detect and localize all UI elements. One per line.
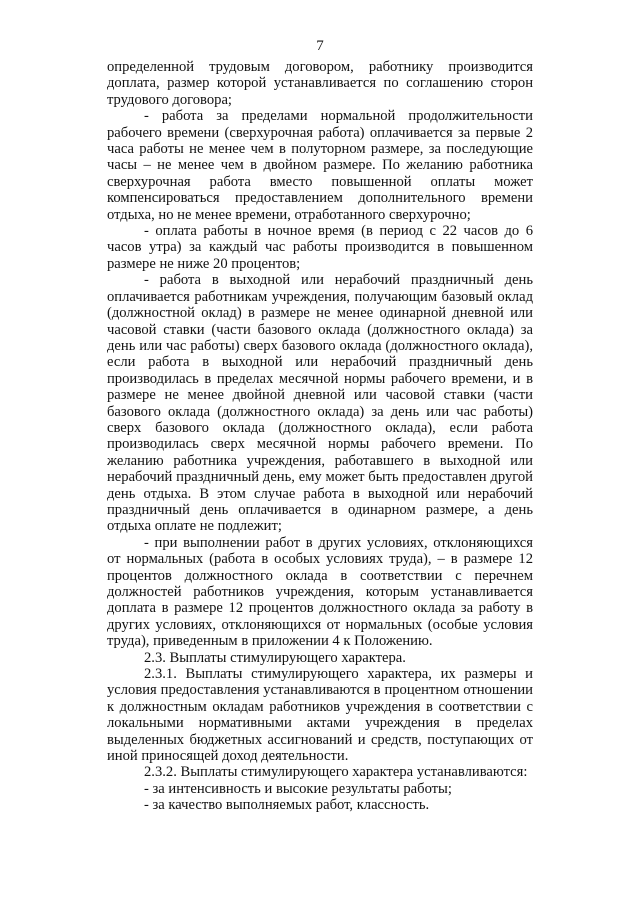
paragraph: определенной трудовым договором, работнику производится доплата, размер которой устанавливается по соглашению сторон трудового договора; bbox=[107, 59, 533, 108]
paragraph: 2.3.2. Выплаты стимулирующего характера устанавливаются: bbox=[144, 764, 528, 781]
page-number: 7 bbox=[316, 38, 324, 54]
list-item: - за интенсивность и высокие результаты работы; bbox=[144, 780, 452, 797]
list-item: - за качество выполняемых работ, классность. bbox=[144, 797, 430, 814]
paragraph: 2.3.1. Выплаты стимулирующего характера, их размеры и условия предоставления устанавливаются в процентном отношении к должностным окладам работников учреждения в соответствии с локальными нормативными актами учреждения в пределах выделенных бюджетных ассигнований и средств, поступающих от иной приносящей доход деятельности. bbox=[107, 666, 533, 765]
section-heading: 2.3. Выплаты стимулирующего характера. bbox=[144, 649, 406, 666]
paragraph: - при выполнении работ в других условиях, отклоняющихся от нормальных (работа в особых условиях труда), – в размере 12 процентов должностного оклада в соответствии с перечнем должностей работников учреждения, которым устанавливается доплата в размере 12 процентов должностного оклада за работу в других условиях, отклоняющихся от нормальных (особые условия труда), приведенным в приложении 4 к Положению. bbox=[107, 534, 533, 650]
paragraph: - оплата работы в ночное время (в период с 22 часов до 6 часов утра) за каждый час работы производится в повышенном размере не ниже 20 процентов; bbox=[107, 223, 533, 272]
paragraph: - работа в выходной или нерабочий праздничный день оплачивается работникам учреждения, получающим базовый оклад (должностной оклад) в размере не менее одинарной дневной или часовой ставки (части базового оклада (должностного оклада) за день или час работы) сверх базового оклада (должностного оклада), если работа в выходной или нерабочий праздничный день производилась в пределах месячной нормы рабочего времени, и в размере не менее двойной дневной или часовой ставки (части базового оклада (должностного оклада) за день или час работы) сверх базового оклада (должностного оклада), если работа производилась сверх месячной нормы рабочего времени. По желанию работника учреждения, работавшего в выходной или нерабочий праздничный день, ему может быть предоставлен другой день отдыха. В этом случае работа в выходной или нерабочий праздничный день оплачивается в одинарном размере, а день отдыха оплате не подлежит; bbox=[107, 272, 533, 535]
document-body bbox=[107, 59, 533, 814]
paragraph: - работа за пределами нормальной продолжительности рабочего времени (сверхурочная работа) оплачивается за первые 2 часа работы не менее чем в полуторном размере, за последующие часы – не менее чем в двойном размере. По желанию работника сверхурочная работа вместо повышенной оплаты может компенсироваться предоставлением дополнительного времени отдыха, но не менее времени, отработанного сверхурочно; bbox=[107, 108, 533, 223]
